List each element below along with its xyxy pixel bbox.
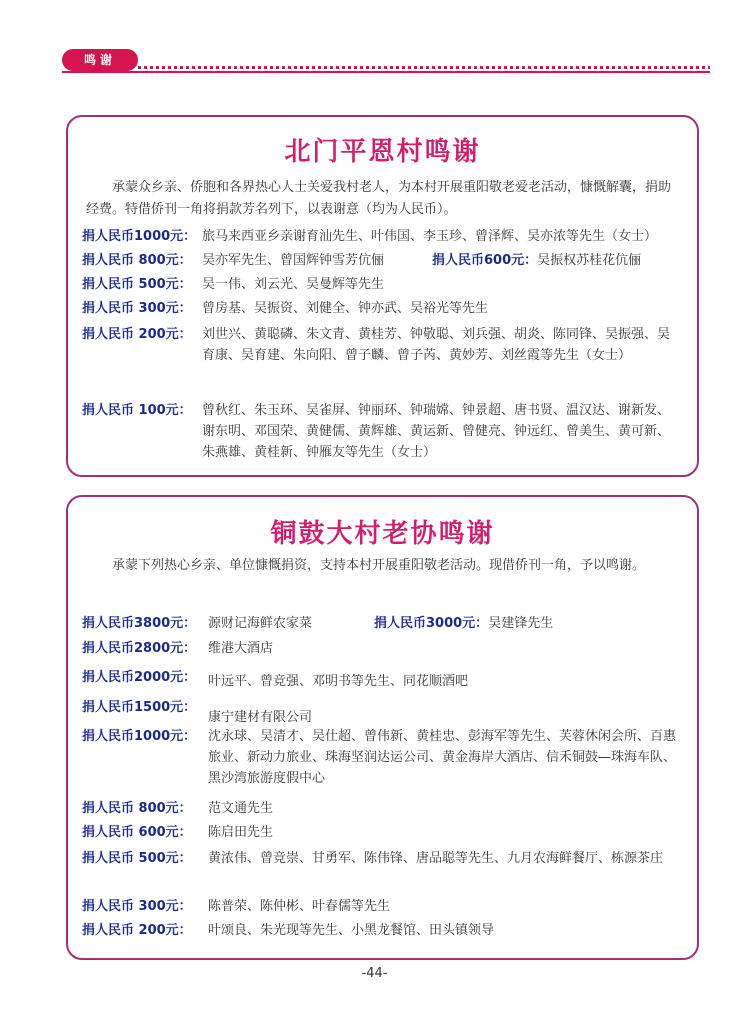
donation-row — [82, 274, 687, 295]
donation-amount: 捐人民币 100元： — [82, 403, 192, 418]
section-title: 北门平恩村鸣谢 — [284, 137, 481, 167]
donation-row — [82, 226, 687, 247]
donation-amount: 捐人民币2800元： — [82, 641, 197, 656]
donor-list: 曾秋红、朱玉环、吴雀屏、钟丽环、钟瑞嫦、钟景超、唐书贤、温汉达、谢新发、谢东明、邓国荣、黄健儒、黄辉雄、黄运新、曾健亮、钟远红、曾美生、黄可新、朱燕雄、黄桂新、钟雁友等先生（女士） — [202, 403, 671, 460]
donation-amount: 捐人民币600元： — [432, 253, 538, 268]
donation-row — [82, 250, 687, 271]
donation-amount: 捐人民币1500元： — [82, 700, 197, 715]
donor-list: 吴一伟、刘云光、吴曼辉等先生 — [202, 277, 385, 292]
donor-list: 叶远平、曾竞强、邓明书等先生、同花顺酒吧 — [208, 674, 469, 689]
donation-amount: 捐人民币 300元： — [82, 301, 192, 316]
donation-row — [82, 848, 687, 869]
donor-list: 陈启田先生 — [208, 825, 274, 840]
donation-row — [82, 613, 687, 634]
donor-list: 叶颂良、朱光现等先生、小黑龙餐馆、田头镇领导 — [208, 923, 495, 938]
section-intro: 承蒙下列热心乡亲、单位慷慨捐资，支持本村开展重阳敬老活动。现借侨刊一角，予以鸣谢。 — [112, 558, 646, 573]
header-tab: 鸣谢 — [62, 49, 138, 71]
donor-list: 沈永球、吴清才、吴仕超、曾伟新、黄桂忠、彭海军等先生、芙蓉休闲会所、百惠旅业、新动力旅业、珠海坚润达运公司、黄金海岸大酒店、信禾铜鼓—珠海车队、黑沙湾旅游度假中心 — [208, 729, 677, 786]
donor-list: 范文通先生 — [208, 801, 274, 816]
donation-row — [82, 298, 687, 319]
acknowledgement-box-beimen — [66, 115, 699, 477]
donation-row — [82, 324, 687, 366]
donation-amount: 捐人民币 500元： — [82, 277, 192, 292]
section-title: 铜鼓大村老协鸣谢 — [270, 519, 495, 549]
donor-list: 曾房基、吴振资、刘健全、钟亦武、吴裕光等先生 — [202, 301, 489, 316]
section-intro: 承蒙众乡亲、侨胞和各界热心人士关爱我村老人，为本村开展重阳敬老爱老活动，慷慨解囊，捐助经费。特借侨刊一角将捐款芳名列下，以表谢意（均为人民币）。 — [86, 180, 672, 217]
donation-amount: 捐人民币 800元： — [82, 253, 192, 268]
donation-row — [82, 798, 687, 819]
donation-row — [82, 896, 687, 917]
donor-list: 源财记海鲜农家菜 — [208, 616, 313, 631]
donor-list: 康宁建材有限公司 — [208, 710, 313, 725]
donation-amount: 捐人民币 800元： — [82, 801, 192, 816]
donor-list: 吴亦军先生、曾国辉钟雪芳伉俪 — [202, 253, 385, 268]
donor-list: 刘世兴、黄聪磷、朱文青、黄桂芳、钟敬聪、刘兵强、胡炎、陈同锋、吴振强、吴育康、吴育建、朱向阳、曾子麟、曾子芮、黄妙芳、刘丝霞等先生（女士） — [202, 327, 671, 363]
donation-amount: 捐人民币 200元： — [82, 327, 192, 342]
donation-amount: 捐人民币1000元： — [82, 729, 197, 744]
page-number: -44- — [361, 966, 388, 981]
donation-amount: 捐人民币2000元： — [82, 670, 197, 685]
donation-amount: 捐人民币 300元： — [82, 899, 192, 914]
donor-list: 吴振权苏桂花伉俪 — [537, 253, 642, 268]
donation-amount: 捐人民币3800元： — [82, 616, 197, 631]
donation-amount: 捐人民币 600元： — [82, 825, 192, 840]
donation-amount: 捐人民币3000元： — [374, 616, 489, 631]
donation-row — [82, 697, 687, 728]
header-divider — [62, 71, 710, 73]
donation-amount: 捐人民币 200元： — [82, 923, 192, 938]
donor-list: 旅马来西亚乡亲谢育汕先生、叶伟国、李玉珍、曾泽辉、吴亦浓等先生（女士） — [202, 229, 658, 244]
acknowledgement-box-tonggu — [66, 495, 699, 960]
donation-amount: 捐人民币1000元： — [82, 229, 197, 244]
donor-list: 吴建锋先生 — [488, 616, 554, 631]
donor-list: 黄浓伟、曾竞崇、甘勇军、陈伟锋、唐品聪等先生、九月农海鲜餐厅、栋源茶庄 — [208, 851, 664, 866]
donation-row — [82, 726, 687, 789]
donor-list: 维港大酒店 — [208, 641, 274, 656]
donor-list: 陈普荣、陈仲彬、叶春儒等先生 — [208, 899, 391, 914]
header-divider-dots — [138, 66, 710, 69]
donation-row — [82, 667, 687, 692]
donation-row — [82, 638, 687, 659]
donation-amount: 捐人民币 500元： — [82, 851, 192, 866]
donation-row — [82, 822, 687, 843]
donation-row — [82, 400, 687, 463]
donation-row — [82, 920, 687, 941]
